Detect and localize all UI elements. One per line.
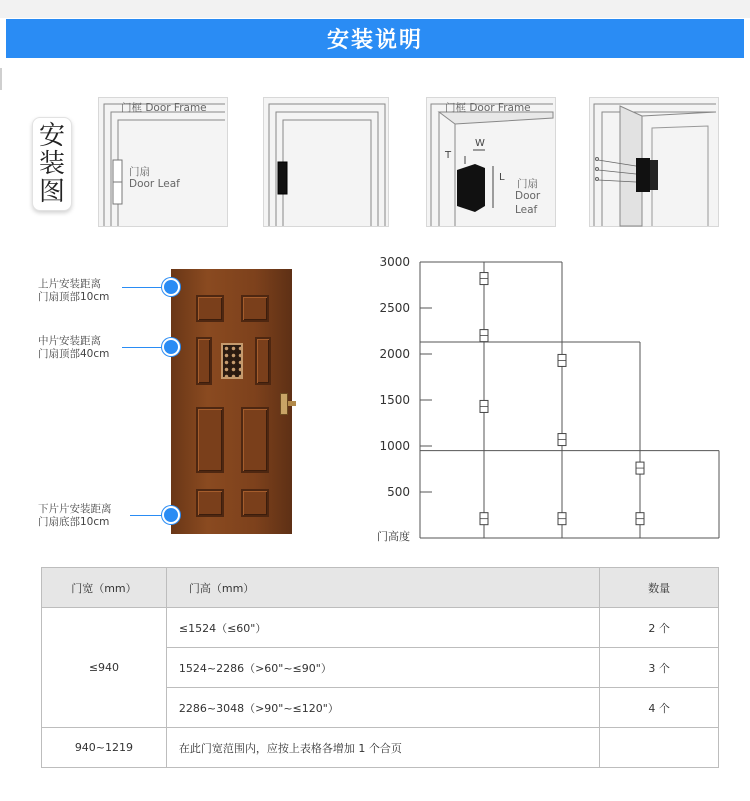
width-cell: 940~1219 <box>42 728 167 768</box>
install-step-3-diagram <box>426 97 556 227</box>
qty-cell: 2 个 <box>600 608 719 648</box>
install-diagram-label <box>32 117 72 211</box>
install-label-char-1: 安 <box>38 121 65 151</box>
hinge-quantity-table <box>41 567 719 768</box>
top-strip <box>0 0 750 18</box>
door-frame-label: 门框 Door Frame <box>121 102 207 114</box>
door-hinge-positions <box>30 263 330 543</box>
install-step-1-diagram <box>98 97 228 227</box>
wooden-door-illustration <box>171 269 292 534</box>
middle-hinge-marker <box>162 338 180 356</box>
install-step-2-diagram <box>263 97 389 227</box>
height-cell: 1524~2286（>60"~≤90"） <box>166 648 599 688</box>
door-leaf-label-cn: 门扇 <box>517 178 538 190</box>
table-header-row <box>42 568 719 608</box>
door-frame-label: 门框 Door Frame <box>445 102 531 114</box>
door-panel <box>255 337 271 385</box>
top-hinge-callout: 上片安装距离 门扇顶部10cm <box>38 278 110 303</box>
door-frame-illustration <box>99 98 229 228</box>
door-panel <box>241 407 269 473</box>
door-handle-plate <box>280 393 288 415</box>
install-step-4-diagram <box>589 97 719 227</box>
height-cell: ≤1524（≤60"） <box>166 608 599 648</box>
dimension-t-label: T <box>445 150 452 161</box>
table-row <box>42 608 719 648</box>
door-window-grille <box>221 343 243 379</box>
hinge-screws-illustration <box>590 98 720 228</box>
door-leaf-label-en-1: Door <box>515 190 541 202</box>
width-cell: ≤940 <box>42 608 167 728</box>
y-tick-label: 500 <box>387 485 410 499</box>
qty-cell: 4 个 <box>600 688 719 728</box>
edge-mark <box>0 68 2 90</box>
door-leaf-label-en: Door Leaf <box>129 178 180 190</box>
door-frame-illustration <box>264 98 390 228</box>
y-axis-label: 门高度 <box>377 530 410 543</box>
note-cell: 在此门宽范围内，应按上表格各增加 1 个合页 <box>166 728 599 768</box>
install-label-char-3: 图 <box>38 177 65 207</box>
top-callout-line <box>122 287 166 288</box>
dimension-l-label: L <box>499 172 505 183</box>
door-handle <box>288 401 296 406</box>
top-hinge-marker <box>162 278 180 296</box>
bottom-hinge-callout: 下片片安装距离 门扇底部10cm <box>38 503 112 528</box>
door-panel <box>196 407 224 473</box>
door-panel <box>196 489 224 517</box>
table-row <box>42 728 719 768</box>
header-door-width: 门宽（mm） <box>42 568 167 608</box>
middle-callout-line <box>122 347 166 348</box>
height-cell: 2286~3048（>90"~≤120"） <box>166 688 599 728</box>
door-panel <box>241 489 269 517</box>
door-panel <box>241 295 269 322</box>
y-tick-label: 1500 <box>379 393 410 407</box>
y-tick-label: 1000 <box>379 439 410 453</box>
header-door-height: 门高（mm） <box>166 568 599 608</box>
header-quantity: 数量 <box>600 568 719 608</box>
door-panel <box>196 295 224 322</box>
y-tick-label: 2000 <box>379 347 410 361</box>
qty-cell: 3 个 <box>600 648 719 688</box>
door-leaf-label-cn: 门扇 <box>129 166 150 178</box>
install-label-char-2: 装 <box>38 149 65 179</box>
dimension-w-label: W <box>475 138 485 149</box>
bottom-callout-line <box>130 515 166 516</box>
hinge-dimension-illustration <box>427 98 557 228</box>
middle-hinge-callout: 中片安装距离 门扇顶部40cm <box>38 335 110 360</box>
qty-cell <box>600 728 719 768</box>
door-height-hinge-chart <box>372 250 732 550</box>
y-tick-label: 2500 <box>379 301 410 315</box>
y-tick-label: 3000 <box>379 255 410 269</box>
bottom-hinge-marker <box>162 506 180 524</box>
door-leaf-label-en-2: Leaf <box>515 204 538 216</box>
door-height-hinge-chart-svg <box>372 250 732 550</box>
page-title: 安装说明 <box>6 19 744 58</box>
door-panel <box>196 337 212 385</box>
